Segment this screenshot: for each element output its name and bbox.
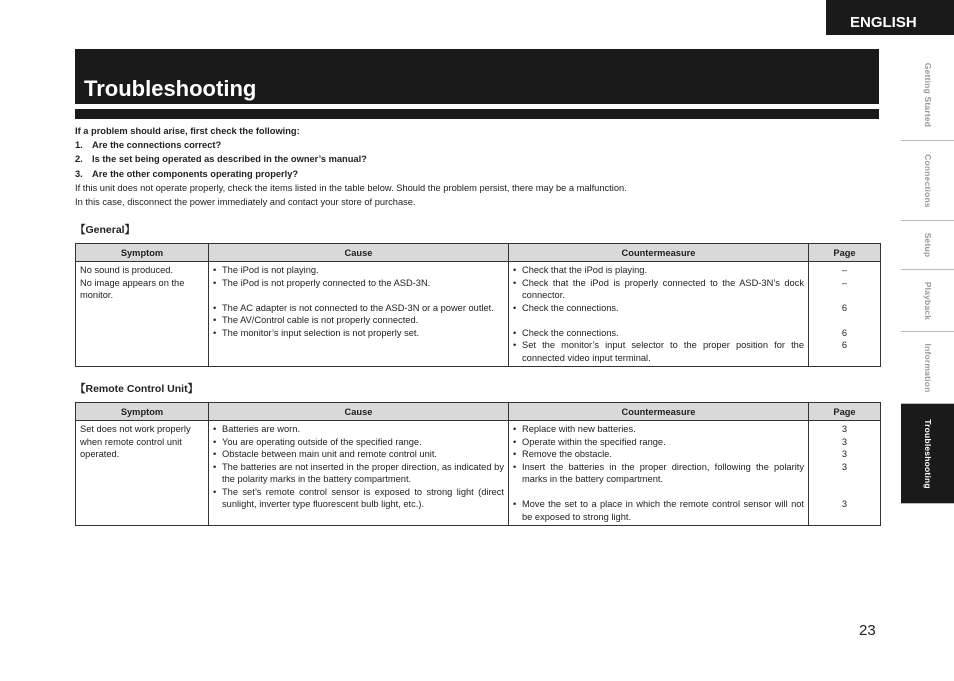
- bullet: •: [213, 461, 217, 472]
- cause-text: The set’s remote control sensor is exposed to strong light (direct sunlight, inverter type fluorescent bulb light, etc.).: [222, 486, 504, 509]
- cause-text: The AV/Control cable is not properly connected.: [222, 315, 419, 325]
- list-item: [213, 277, 504, 290]
- col-header-page: Page: [809, 403, 881, 421]
- countermeasure-text: Check the connections.: [522, 302, 619, 313]
- page-number: 23: [859, 622, 876, 639]
- page-cell: [809, 262, 881, 367]
- spacer: [813, 314, 876, 327]
- symptom-text: No image appears on the monitor.: [80, 277, 185, 300]
- col-header-countermeasure: Countermeasure: [509, 403, 809, 421]
- cause-cell: [209, 262, 509, 367]
- cause-text: You are operating outside of the specified range.: [222, 436, 422, 447]
- list-item: [513, 277, 804, 302]
- page-ref: 3: [841, 436, 848, 447]
- check-text: Are the other components operating properly?: [92, 168, 299, 179]
- list-item: [213, 327, 504, 340]
- sidenav-label: Getting Started: [922, 62, 933, 127]
- table-header-row: [76, 403, 881, 421]
- page-title: Troubleshooting: [84, 76, 257, 101]
- list-item: [213, 264, 504, 277]
- intro-body: If this unit does not operate properly, check the items listed in the table below. Should the problem persist, there may be a malfunction.: [75, 182, 627, 193]
- sidenav-label: Information: [922, 343, 933, 392]
- bullet: •: [513, 424, 517, 434]
- general-table: [75, 243, 881, 367]
- sidenav-item-getting-started[interactable]: [901, 49, 954, 141]
- sidenav-item-troubleshooting[interactable]: [901, 404, 954, 504]
- page-ref: 3: [841, 424, 848, 434]
- spacer: [213, 289, 504, 302]
- symptom-text: No sound is produced.: [80, 265, 174, 275]
- bullet: •: [213, 436, 217, 447]
- intro: [75, 124, 879, 209]
- list-item: [513, 448, 804, 461]
- countermeasure-text: Operate within the specified range.: [522, 436, 666, 447]
- list-item: [513, 461, 804, 486]
- bullet: •: [513, 461, 517, 472]
- spacer: [513, 486, 804, 499]
- list-item: [513, 436, 804, 449]
- page-ref: 6: [841, 340, 848, 350]
- page-ref: 3: [841, 461, 848, 472]
- check-number: 2.: [75, 154, 83, 165]
- cause-text: Batteries are worn.: [222, 424, 301, 434]
- cause-text: The monitor’s input selection is not properly set.: [222, 327, 420, 338]
- check-item: [75, 138, 879, 152]
- list-item: [513, 327, 804, 340]
- page-ref: –: [841, 277, 848, 288]
- language-tab: [826, 0, 954, 35]
- page-ref: 3: [841, 499, 848, 509]
- list-item: [213, 302, 504, 315]
- bullet: •: [513, 265, 517, 275]
- countermeasure-text: Check that the iPod is properly connected to the ASD-3N’s dock connector.: [522, 277, 804, 300]
- page-ref: 3: [841, 449, 848, 459]
- list-item: [213, 486, 504, 511]
- title-bar: [75, 49, 879, 104]
- cause-text: The batteries are not inserted in the proper direction, as indicated by the polarity marks in the battery compartment.: [222, 461, 504, 484]
- countermeasure-text: Remove the obstacle.: [522, 449, 612, 459]
- sidenav-item-information[interactable]: [901, 332, 954, 404]
- list-item: [213, 314, 504, 327]
- cause-text: Obstacle between main unit and remote control unit.: [222, 449, 437, 459]
- col-header-page: Page: [809, 244, 881, 262]
- check-number: 1.: [75, 140, 83, 151]
- sidenav-item-setup[interactable]: [901, 221, 954, 270]
- countermeasure-text: Replace with new batteries.: [522, 424, 636, 434]
- check-item: [75, 167, 879, 181]
- list-item: [213, 448, 504, 461]
- spacer: [513, 314, 804, 327]
- symptom-cell: [76, 421, 209, 526]
- language-label: ENGLISH: [850, 14, 917, 31]
- countermeasure-text: Check the connections.: [522, 327, 619, 338]
- check-item: [75, 152, 879, 166]
- table-row: [76, 421, 881, 526]
- spacer: [813, 473, 876, 486]
- sidenav-item-connections[interactable]: [901, 141, 954, 221]
- list-item: [513, 302, 804, 315]
- countermeasure-text: Check that the iPod is playing.: [522, 265, 648, 275]
- list-item: [513, 498, 804, 523]
- list-item: [513, 339, 804, 364]
- section-heading-remote: 【Remote Control Unit】: [75, 383, 199, 395]
- bullet: •: [513, 327, 517, 338]
- list-item: [213, 436, 504, 449]
- col-header-symptom: Symptom: [76, 244, 209, 262]
- bullet: •: [513, 436, 517, 447]
- bullet: •: [213, 277, 217, 288]
- sidenav-label: Troubleshooting: [922, 418, 933, 489]
- check-text: Are the connections correct?: [92, 140, 222, 151]
- list-item: [513, 423, 804, 436]
- sidenav-label: Playback: [922, 281, 933, 320]
- side-navigation: [901, 49, 954, 504]
- countermeasure-text: Move the set to a place in which the remote control sensor will not be exposed to strong light.: [522, 499, 804, 522]
- symptom-cell: [76, 262, 209, 367]
- bullet: •: [213, 265, 217, 275]
- sidenav-label: Setup: [922, 232, 933, 258]
- bullet: •: [513, 449, 517, 459]
- sidenav-item-playback[interactable]: [901, 270, 954, 332]
- countermeasure-cell: [509, 262, 809, 367]
- cause-text: The AC adapter is not connected to the ASD-3N or a power outlet.: [222, 302, 494, 313]
- cause-text: The iPod is not playing.: [222, 265, 319, 275]
- cause-cell: [209, 421, 509, 526]
- cause-text: The iPod is not properly connected to the ASD-3N.: [222, 277, 431, 288]
- spacer: [813, 486, 876, 499]
- bullet: •: [213, 315, 217, 325]
- title-rule: [75, 109, 879, 119]
- page-ref: –: [841, 265, 848, 275]
- bullet: •: [213, 302, 217, 313]
- bullet: •: [213, 486, 217, 497]
- intro-body: In this case, disconnect the power immediately and contact your store of purchase.: [75, 197, 416, 208]
- col-header-symptom: Symptom: [76, 403, 209, 421]
- bullet: •: [513, 499, 517, 509]
- remote-table: [75, 402, 881, 526]
- list-item: [213, 461, 504, 486]
- list-item: [513, 264, 804, 277]
- section-heading-general: 【General】: [75, 224, 136, 236]
- bullet: •: [513, 340, 517, 350]
- check-number: 3.: [75, 168, 83, 179]
- bullet: •: [213, 449, 217, 459]
- table-header-row: [76, 244, 881, 262]
- bullet: •: [213, 424, 217, 434]
- countermeasure-cell: [509, 421, 809, 526]
- col-header-countermeasure: Countermeasure: [509, 244, 809, 262]
- check-text: Is the set being operated as described in the owner’s manual?: [92, 154, 367, 165]
- page-ref: 6: [841, 302, 848, 313]
- sidenav-label: Connections: [922, 153, 933, 208]
- page-ref: 6: [841, 327, 848, 338]
- col-header-cause: Cause: [209, 403, 509, 421]
- spacer: [813, 289, 876, 302]
- countermeasure-text: Set the monitor’s input selector to the proper position for the connected video input terminal.: [522, 340, 804, 363]
- bullet: •: [213, 327, 217, 338]
- page-cell: [809, 421, 881, 526]
- intro-lead: If a problem should arise, first check the following:: [75, 126, 300, 136]
- symptom-text: Set does not work properly when remote control unit operated.: [80, 424, 191, 459]
- col-header-cause: Cause: [209, 244, 509, 262]
- bullet: •: [513, 277, 517, 288]
- countermeasure-text: Insert the batteries in the proper direction, following the polarity marks in the battery compartment.: [522, 461, 804, 484]
- table-row: [76, 262, 881, 367]
- bullet: •: [513, 302, 517, 313]
- list-item: [213, 423, 504, 436]
